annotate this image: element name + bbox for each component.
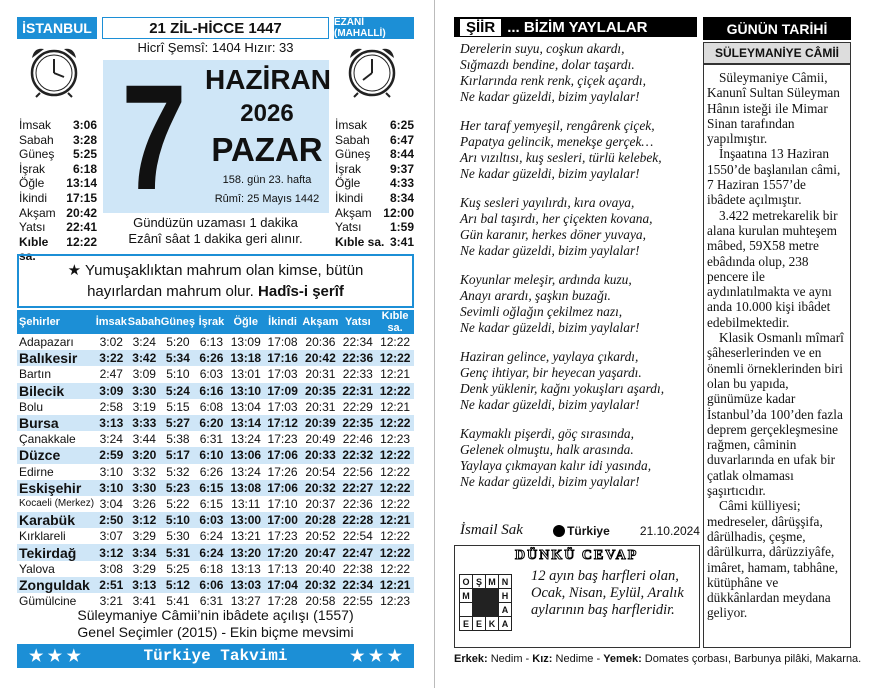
time-cell: 20:32: [301, 480, 339, 496]
time-cell: 2:47: [99, 367, 123, 382]
day-of-year: 158. gün 23. hafta: [222, 174, 312, 186]
time-cell: 6:03: [195, 512, 228, 528]
time-cell: 3:22: [95, 350, 128, 366]
event-2: Genel Seçimler (2015) - Ekin biçme mevsimi: [77, 624, 354, 640]
stanza: Koyunlar meleşir, ardında kuzu, Anayı arardı, şaşkın buzağı. Sevimli oğlağın çekilmez nazı, Ne kadar güzeldi, bizim yaylalar!: [460, 272, 640, 335]
hijri-date: 21 ZİL-HİCCE 1447: [102, 17, 329, 39]
time-cell: 17:03: [267, 367, 298, 382]
footer-stars-left: ★ ★ ★: [29, 648, 81, 665]
time-cell: 12:23: [380, 594, 411, 609]
poem-title: ŞİİR: [460, 19, 501, 36]
stanza: Her taraf yemyeşil, rengârenk çiçek, Papatya gelincik, menekşe gerçek… Arı vızıltısı, kuş sesleri, türlü kelebek, Ne kadar güzeldi, bizim yaylalar!: [460, 118, 662, 181]
poem-header: [454, 17, 697, 37]
time-cell: 12:22: [380, 529, 411, 544]
time-cell: 22:54: [342, 529, 373, 544]
time-cell: 22:28: [339, 512, 376, 528]
city-name: Gümülcine: [19, 594, 77, 609]
prayer-times-left: İmsak 3:06 Sabah 3:28 Güneş 5:25 İşrak 6:18 Öğle 13:14 İkindi 17:15 Akşam 20:42 Yatsı 22:41 Kıble sa. 12:22: [19, 118, 97, 264]
time-cell: 13:01: [230, 367, 261, 382]
time-cell: 6:31: [199, 594, 224, 609]
time-cell: 5:17: [161, 447, 195, 463]
footer-stars-right: ★ ★ ★: [350, 648, 402, 665]
time-cell: 3:42: [128, 350, 161, 366]
time-cell: 3:24: [132, 335, 156, 350]
time-cell: 13:21: [230, 529, 261, 544]
time-cell: 17:23: [267, 432, 298, 447]
table-row: [17, 512, 414, 528]
time-cell: 13:18: [228, 350, 264, 366]
city-name: Bolu: [19, 399, 44, 414]
stanza: Kaymaklı pişerdi, göç sırasında, Gelenek olmuştu, halk arasında. Yaylaya çıkmayan kalır idi yasında, Ne kadar güzeldi, bizim yaylalar!: [460, 426, 652, 489]
time-cell: 5:41: [166, 594, 190, 609]
time-cell: 17:00: [264, 512, 302, 528]
time-cell: 17:04: [264, 577, 302, 593]
time-cell: 5:10: [161, 512, 195, 528]
city-name: Çanakkale: [19, 432, 76, 447]
answer-title: DÜNKÜ CEVAP: [515, 548, 639, 563]
time-cell: 3:41: [132, 594, 156, 609]
prayer-times-right: İmsak 6:25 Sabah 6:47 Güneş 8:44 İşrak 9:37 Öğle 4:33 İkindi 8:34 Akşam 12:00 Yatsı 1:59 Kıble sa. 3:41: [335, 118, 414, 249]
time-cell: 5:22: [166, 496, 190, 511]
table-row: [17, 431, 414, 447]
table-row: [17, 383, 414, 399]
table-row: [17, 399, 414, 415]
stanza: Kuş sesleri yayılırdı, kıra ovaya, Arı bal taşırdı, her çiçekten kovana, Gün karanır, herkes döner yuvaya, Ne kadar güzeldi, bizim yaylalar!: [460, 195, 653, 258]
city-name: Edirne: [19, 464, 54, 479]
time-cell: 6:18: [199, 561, 224, 576]
time-cell: 17:10: [267, 496, 298, 511]
time-cell: 22:32: [339, 447, 376, 463]
time-cell: 12:22: [376, 350, 414, 366]
time-cell: 12:22: [380, 496, 411, 511]
page-divider: [434, 0, 435, 688]
time-cell: 13:00: [228, 512, 264, 528]
time-cell: 13:09: [230, 335, 261, 350]
time-cell: 20:35: [301, 383, 339, 399]
time-cell: 22:47: [339, 544, 376, 560]
city-label: İSTANBUL: [17, 17, 97, 39]
time-cell: 12:21: [376, 577, 414, 593]
time-cell: 20:40: [305, 561, 336, 576]
time-cell: 3:08: [99, 561, 123, 576]
time-cell: 13:27: [230, 594, 261, 609]
time-cell: 5:24: [161, 383, 195, 399]
city-name: Bartın: [19, 367, 52, 382]
left-page: [0, 0, 432, 688]
alarm-clock-left-icon: [22, 42, 86, 98]
table-row: [17, 415, 414, 431]
time-cell: 3:19: [132, 399, 156, 414]
time-cell: 17:08: [267, 335, 298, 350]
time-cell: 6:15: [195, 480, 228, 496]
events: [17, 607, 414, 641]
hadith-box: [17, 254, 414, 308]
poem-subtitle: ... BİZİM YAYLALAR: [507, 18, 648, 36]
time-cell: 12:22: [376, 544, 414, 560]
time-cell: 3:21: [99, 594, 123, 609]
hijri-solar: Hicrî Şemsî: 1404 Hızır: 33: [137, 40, 294, 55]
time-cell: 5:23: [161, 480, 195, 496]
time-cell: 22:35: [339, 415, 376, 431]
time-cell: 3:02: [99, 335, 123, 350]
time-cell: 17:09: [264, 383, 302, 399]
table-row: [17, 447, 414, 463]
star-icon: ★: [67, 262, 82, 279]
time-cell: 5:10: [166, 367, 190, 382]
time-cell: 3:44: [132, 432, 156, 447]
poet-name: İsmail Sak: [460, 522, 523, 538]
time-cell: 12:22: [380, 335, 411, 350]
day-number: 7: [121, 52, 187, 221]
time-cell: 20:31: [305, 367, 336, 382]
time-cell: 5:20: [166, 335, 190, 350]
table-row: [17, 366, 414, 382]
table-row: [17, 334, 414, 350]
time-cell: 12:22: [376, 480, 414, 496]
time-cell: 22:27: [339, 480, 376, 496]
publisher: Türkiye: [553, 524, 610, 538]
names-line: Erkek: Nedim - Kız: Nedime - Yemek: Domates çorbası, Barbunya pilâki, Makarna.: [454, 653, 862, 665]
time-cell: 22:56: [342, 464, 373, 479]
time-cell: 6:26: [199, 464, 224, 479]
table-row: [17, 561, 414, 577]
city-name: Kocaeli (Merkez): [19, 498, 95, 510]
table-header: Şehirler İmsak Sabah Güneş İşrak Öğle İkindi Akşam Yatsı Kıble sa.: [17, 310, 414, 334]
table-row: [17, 496, 414, 512]
time-cell: 20:49: [305, 432, 336, 447]
stanza: Haziran gelince, yaylaya çıkardı, Genç ihtiyar, bir heyecan yaşardı. Denk yüklenir, kağnı yokuşları aşardı, Ne kadar güzeldi, bizim yaylalar!: [460, 349, 665, 412]
city-name: Bursa: [17, 415, 95, 431]
time-cell: 22:34: [339, 577, 376, 593]
time-cell: 17:26: [267, 464, 298, 479]
hadith-text: Yumuşaklıktan mahrum olan kimse, bütün hayırlardan mahrum olur.: [84, 262, 364, 300]
time-cell: 20:37: [305, 496, 336, 511]
time-cell: 20:58: [305, 594, 336, 609]
time-cell: 6:24: [195, 544, 228, 560]
time-cell: 22:33: [342, 367, 373, 382]
time-cell: 2:59: [95, 447, 128, 463]
event-1: Süleymaniye Câmii’nin ibâdete açılışı (1557): [77, 607, 354, 623]
time-cell: 13:03: [228, 577, 264, 593]
alarm-clock-right-icon: [340, 42, 404, 98]
table-row: [17, 480, 414, 496]
time-cell: 17:16: [264, 350, 302, 366]
time-cell: 5:34: [161, 350, 195, 366]
publisher-logo-icon: [553, 525, 565, 537]
time-cell: 3:26: [132, 496, 156, 511]
time-cell: 22:46: [342, 432, 373, 447]
time-cell: 20:28: [301, 512, 339, 528]
city-name: Adapazarı: [19, 335, 74, 350]
time-cell: 17:03: [267, 399, 298, 414]
city-name: Kırklareli: [19, 529, 66, 544]
city-name: Düzce: [17, 447, 95, 463]
time-cell: 12:21: [380, 367, 411, 382]
time-cell: 20:31: [305, 399, 336, 414]
city-name: Yalova: [19, 561, 55, 576]
time-cell: 13:08: [228, 480, 264, 496]
time-cell: 5:25: [166, 561, 190, 576]
time-cell: 5:12: [161, 577, 195, 593]
daylight-notes: Gündüzün uzaması 1 dakika Ezânî sâat 1 dakika geri alınır.: [128, 215, 303, 246]
time-cell: 6:20: [195, 415, 228, 431]
time-cell: 13:20: [228, 544, 264, 560]
answer-box: [454, 545, 700, 648]
weekday: PAZAR: [211, 131, 323, 168]
time-cell: 3:13: [95, 415, 128, 431]
time-cell: 13:24: [230, 432, 261, 447]
time-cell: 6:03: [199, 367, 224, 382]
city-name: Zonguldak: [17, 577, 95, 593]
time-cell: 6:31: [199, 432, 224, 447]
time-cell: 20:33: [301, 447, 339, 463]
time-cell: 13:11: [231, 496, 261, 511]
history-subtitle: SÜLEYMANİYE CÂMİİ: [703, 42, 851, 64]
time-cell: 13:10: [228, 383, 264, 399]
time-cell: 20:36: [305, 335, 336, 350]
time-cell: 5:31: [161, 544, 195, 560]
time-cell: 22:31: [339, 383, 376, 399]
city-name: Eskişehir: [17, 480, 95, 496]
time-cell: 20:39: [301, 415, 339, 431]
time-cell: 12:22: [380, 561, 411, 576]
time-cell: 6:26: [195, 350, 228, 366]
time-cell: 3:33: [128, 415, 161, 431]
time-cell: 22:29: [342, 399, 373, 414]
time-cell: 17:28: [267, 594, 298, 609]
time-cell: 6:16: [195, 383, 228, 399]
time-cell: 17:06: [264, 480, 302, 496]
answer-grid: O Ş M N M H A E E K A: [459, 574, 512, 631]
city-name: Karabük: [17, 512, 95, 528]
time-cell: 20:54: [305, 464, 336, 479]
table-row: [17, 350, 414, 366]
time-cell: 2:58: [99, 399, 123, 414]
rumi-date: Rûmî: 25 Mayıs 1442: [214, 193, 320, 205]
time-cell: 17:06: [264, 447, 302, 463]
time-cell: 3:13: [128, 577, 161, 593]
city-name: Bilecik: [17, 383, 95, 399]
hadith-source: Hadîs-i şerîf: [258, 283, 344, 300]
time-cell: 22:38: [342, 561, 373, 576]
ezani-label: EZÂNİ (MAHALLİ): [334, 17, 414, 39]
time-cell: 3:30: [128, 383, 161, 399]
time-cell: 3:12: [95, 544, 128, 560]
time-cell: 22:36: [339, 350, 376, 366]
time-cell: 3:20: [128, 447, 161, 463]
answer-text: 12 ayın baş harfleri olan, Ocak, Nisan, Eylül, Aralık aylarının baş harfleridir.: [531, 568, 684, 618]
time-cell: 3:29: [132, 561, 156, 576]
history-title: GÜNÜN TARİHİ: [703, 17, 851, 40]
time-cell: 12:21: [380, 399, 411, 414]
poem-body: [460, 41, 700, 503]
right-page: [437, 0, 869, 688]
time-cell: 6:13: [199, 335, 224, 350]
month-name: HAZİRAN: [205, 64, 331, 95]
time-cell: 3:09: [95, 383, 128, 399]
table-row: [17, 577, 414, 593]
time-cell: 20:42: [301, 350, 339, 366]
time-cell: 3:24: [99, 432, 123, 447]
time-cell: 13:04: [230, 399, 261, 414]
time-cell: 3:29: [132, 529, 156, 544]
time-cell: 2:50: [95, 512, 128, 528]
time-cell: 12:22: [380, 464, 411, 479]
time-cell: 22:55: [342, 594, 373, 609]
time-cell: 3:04: [99, 496, 123, 511]
time-cell: 12:23: [380, 432, 411, 447]
time-cell: 22:36: [342, 496, 373, 511]
time-cell: 17:20: [264, 544, 302, 560]
time-cell: 5:27: [161, 415, 195, 431]
time-cell: 3:34: [128, 544, 161, 560]
time-cell: 5:30: [166, 529, 190, 544]
time-cell: 12:22: [376, 383, 414, 399]
stanza: Derelerin suyu, coşkun akardı, Sığmazdı bendine, dolar taşardı. Kırlarında renk renk, çiçek açardı, Ne kadar güzeldi, bizim yaylalar!: [460, 41, 646, 104]
time-cell: 12:22: [376, 447, 414, 463]
time-cell: 6:24: [199, 529, 224, 544]
time-cell: 20:52: [305, 529, 336, 544]
time-cell: 13:13: [230, 561, 261, 576]
time-cell: 3:32: [132, 464, 156, 479]
time-cell: 17:12: [264, 415, 302, 431]
time-cell: 12:22: [376, 415, 414, 431]
footer-bar: [17, 644, 414, 668]
time-cell: 5:38: [166, 432, 190, 447]
history-body: Süleymaniye Câmii, Kanunî Sultan Süleyman Hânın isteği ile Mimar Sinan tarafından yapılmıştır. İnşaatına 13 Haziran 1550’de başlanılan câmi, 7 Haziran 1557’de ibâdete açılmıştır. 3.422 metrekarelik bir alana kurulan muhteşem mâbed, 59X58 metre ebâdında olup, 238 pencere ile aydınlatılmakta ve aynı anda 10.000 kişi ibâdet edebilmektedir. Klasik Osmanlı mîmarî şâheserlerinden ve en önemli örneklerinden biri olan bu yapıda, günümüze kadar İstanbul’da 100’den fazla deprem gerçekleşmesine rağmen, câminin duvarlarında en ufak bir çatlak olmaması şaşırtıcıdır. Câmi külliyesi; medreseler, dârüşşifa, dârülhadis, çeşme, dârülkurra, dârüzziyâfe, imâret, hamam, tabhâne, kütüphâne ve dükkânlardan meydana geliyor.: [707, 70, 844, 621]
date-panel: [103, 52, 331, 221]
table-row: [17, 464, 414, 480]
footer-brand: Türkiye Takvimi: [143, 647, 288, 665]
time-cell: 12:21: [376, 512, 414, 528]
year: 2026: [240, 100, 294, 127]
poem-date: 21.10.2024: [639, 523, 700, 538]
city-prayer-table: [17, 310, 414, 609]
time-cell: 6:08: [199, 399, 224, 414]
time-cell: 22:34: [342, 335, 373, 350]
time-cell: 13:06: [228, 447, 264, 463]
time-cell: 3:12: [128, 512, 161, 528]
time-cell: 5:32: [166, 464, 190, 479]
time-cell: 2:51: [95, 577, 128, 593]
time-cell: 20:32: [301, 577, 339, 593]
time-cell: 17:23: [267, 529, 298, 544]
time-cell: 3:09: [132, 367, 156, 382]
city-name: Balıkesir: [17, 350, 95, 366]
time-cell: 3:30: [128, 480, 161, 496]
time-cell: 20:47: [301, 544, 339, 560]
time-cell: 3:10: [99, 464, 123, 479]
time-cell: 6:10: [195, 447, 228, 463]
table-row: [17, 528, 414, 544]
time-cell: 13:24: [230, 464, 261, 479]
time-cell: 5:15: [166, 399, 190, 414]
time-cell: 3:10: [95, 480, 128, 496]
poem-signature: [460, 522, 700, 539]
time-cell: 3:07: [99, 529, 123, 544]
city-name: Tekirdağ: [17, 544, 95, 560]
time-cell: 6:15: [199, 496, 224, 511]
table-row: [17, 544, 414, 560]
time-cell: 13:14: [228, 415, 264, 431]
time-cell: 6:06: [195, 577, 228, 593]
time-cell: 17:13: [267, 561, 298, 576]
